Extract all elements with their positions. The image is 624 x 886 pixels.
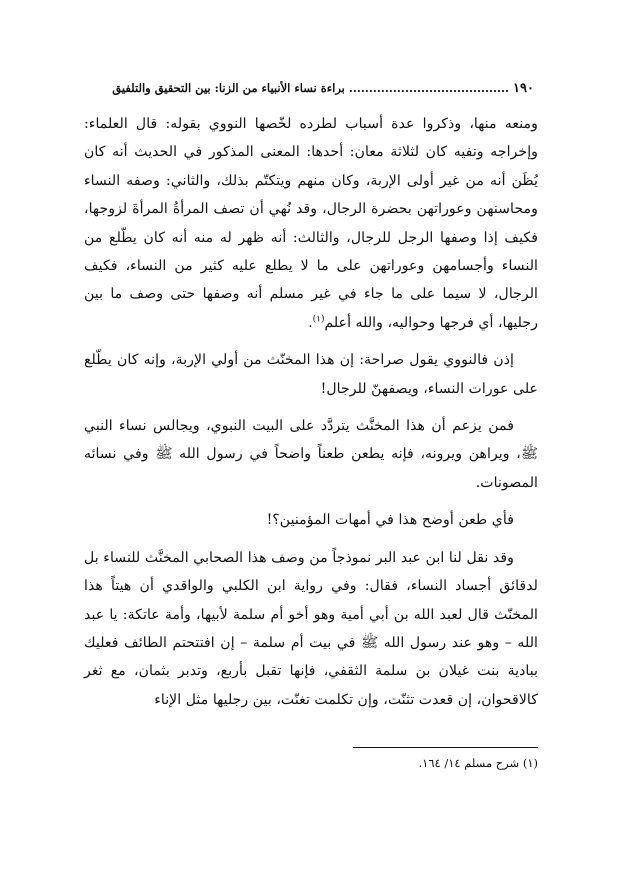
footnote-marker: (١) <box>312 314 325 325</box>
page-number: ١٩٠ <box>513 80 534 96</box>
running-header <box>90 78 534 98</box>
main-text <box>84 110 538 714</box>
paragraph-5: وقد نقل لنا ابن عبد البر نموذجاً من وصف هذا الصحابي المخنَّث للنساء بل لدقائق أجساد النساء، فقال: وفي رواية ابن الكلبي والواقدي أن هيتاً هذا المخنّث قال لعبد الله بن أبي أمية وهو أخو أم سلمة لأبيها، وأمة عاتكة: يا عبد الله – وهو عند رسول الله ﷺ في بيت أم سلمة – إن افتتحتم الطائف فعليك ببادية بنت غيلان بن سلمة الثقفي، فإنها تقبل بأربع، وتدبر بثمان، مع ثغر كالاقحوان، إن قعدت تثنّت، وإن تكلمت تغنّت، بين رجليها مثل الإناء <box>84 549 538 708</box>
paragraph-1-tail: . <box>308 314 313 331</box>
paragraph-1 <box>84 110 538 337</box>
running-title: ........................................ براءة نساء الأنبياء من الزنا: بين التحقيق والتلفيق <box>112 81 510 95</box>
paragraph-2: إذن فالنووي يقول صراحة: إن هذا المخنّث من أولي الإربة، وإنه كان يطّلع على عورات النساء، ويصفهنّ للرجال! <box>84 352 538 397</box>
footnote: (١) شرح مسلم ١٤/ ١٦٤. <box>418 756 538 770</box>
paragraph-1-text: ومنعه منها، وذكروا عدة أسباب لطرده لخّصها النووي بقوله: قال العلماء: وإخراجه ونفيه كان لثلاثة معان: أحدها: المعنى المذكور في الحديث أنه كان يُظَن أنه من غير أولى الإربة، وكان منهم ويتكتّم بذلك، والثاني: وصفه النساء ومحاسنهن وعوراتهن بحضرة الرجال، وقد نُهي أن تصف المرأةُ المرأةَ لزوجها، فكيف إذا وصفها الرجل للرجال، والثالث: أنه ظهر له منه أنه كان يطّلع من النساء وأجسامهن وعوراتهن على ما لا يطلع عليه كثير من النساء، فكيف الرجال، لا سيما على ما جاء في غير مسلم أنه وصفها حتى وصف ما بين رجليها، أي فرجها وحواليه، والله أعلم <box>84 116 538 331</box>
paragraph-3: فمن يزعم أن هذا المخنَّث يتردَّد على البيت النبوي، ويجالس نساء النبي ﷺ، ويراهن ويرونه، فإنه يطعن طعناً واضحاً في رسول الله ﷺ وفي نسائه المصونات. <box>84 418 538 491</box>
paragraph-4: فأي طعن أوضح هذا في أمهات المؤمنين؟! <box>266 512 514 529</box>
footnote-separator <box>353 747 538 748</box>
